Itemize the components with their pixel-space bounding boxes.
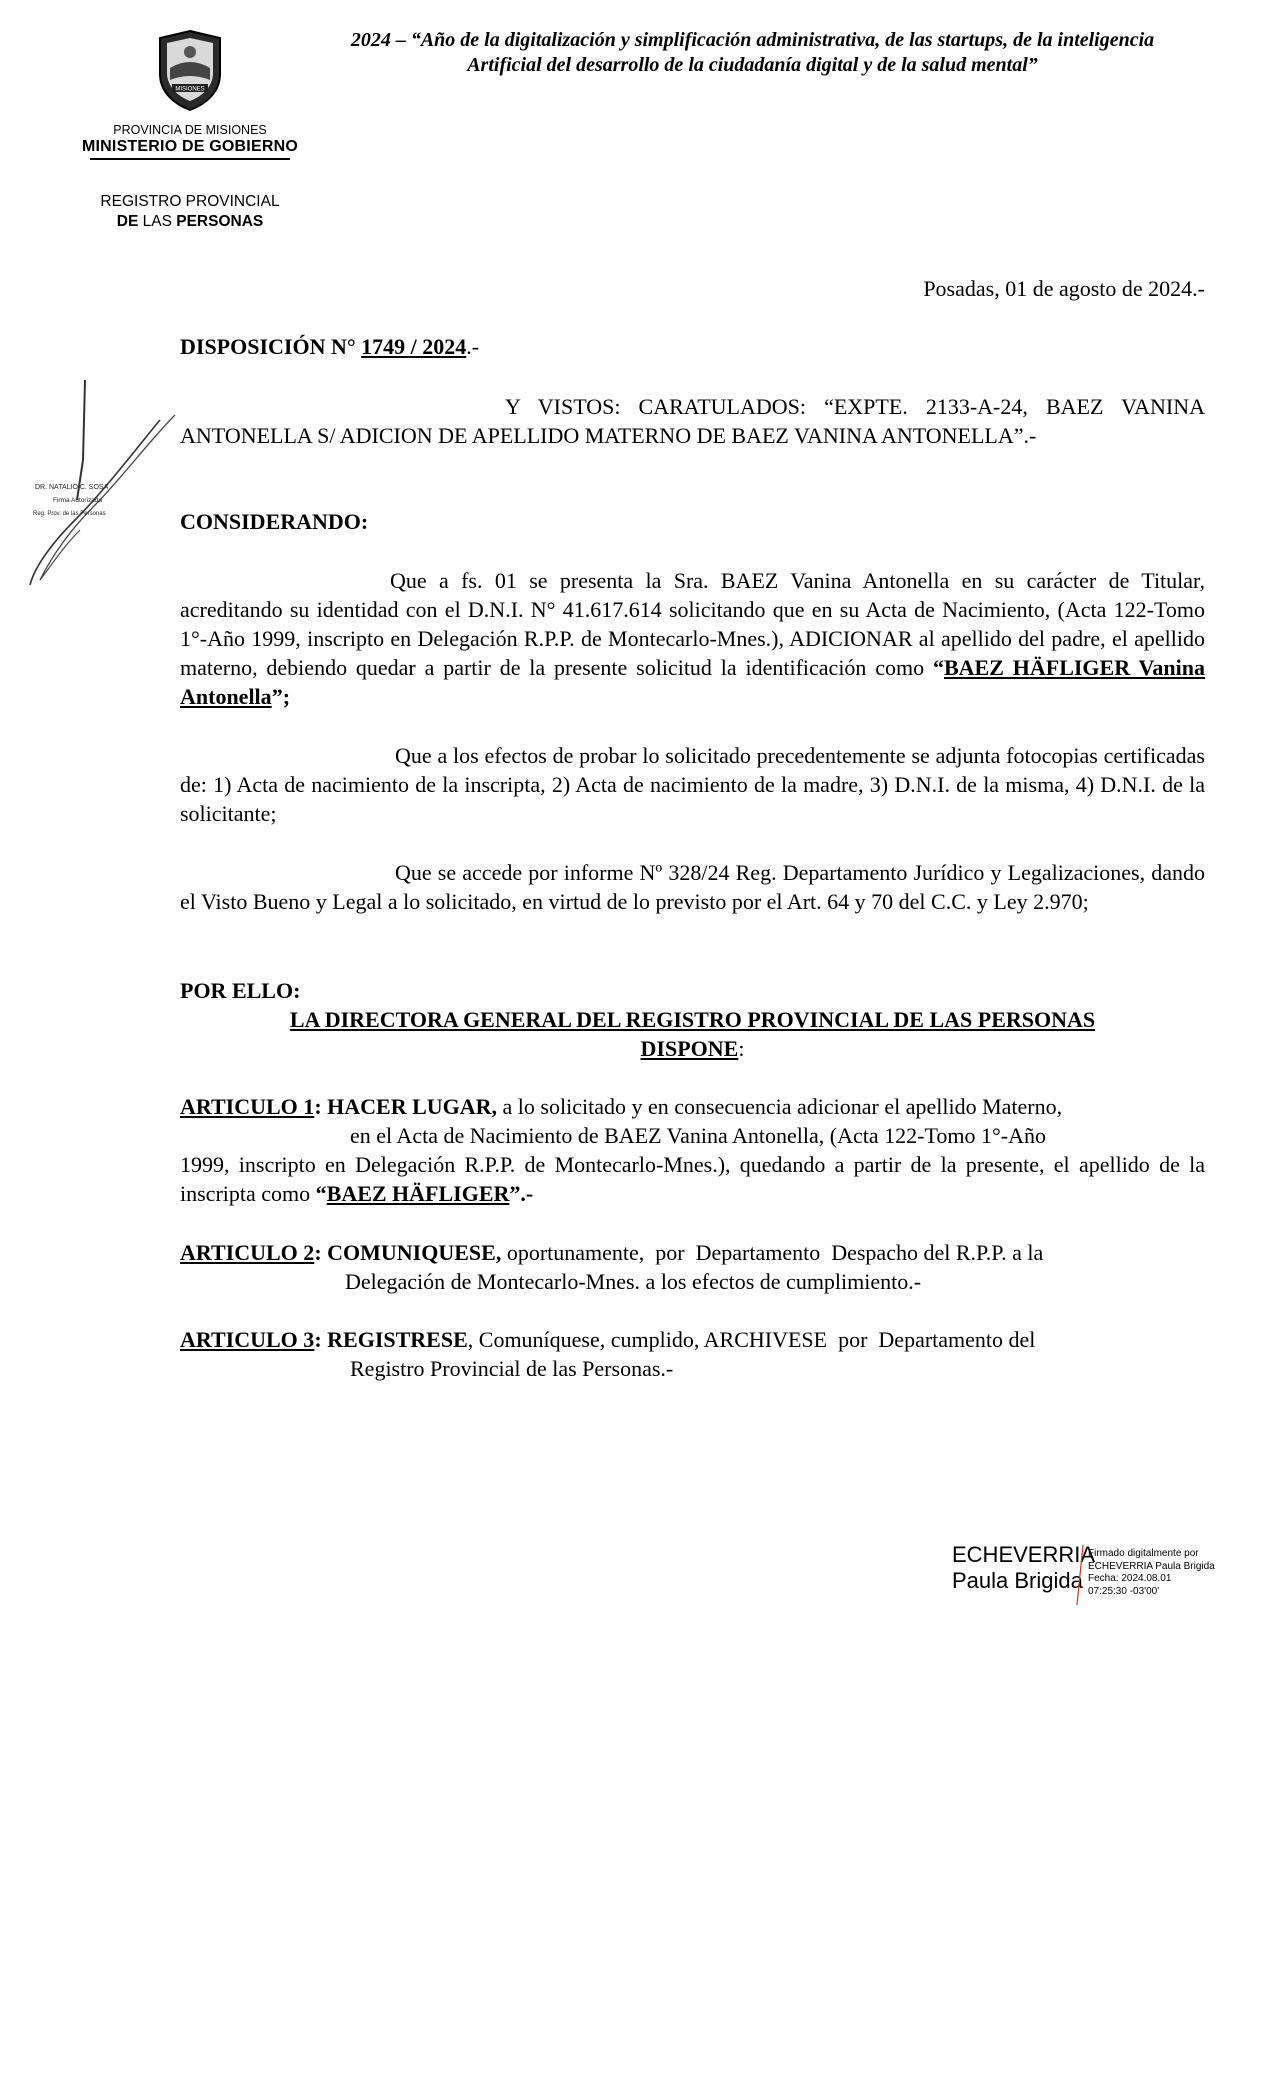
motto-line-1: 2024 – “Año de la digitalización y simplificación administrativa, de las startups, de la inteligencia [350,29,1155,51]
considerando-paragraph-3: Que se accede por informe Nº 328/24 Reg. Departamento Jurídico y Legalizaciones, dando el Visto Bueno y Legal a lo solicitado, en virtud de lo previsto por el Art. 64 y 70 del C.C. y Ley 2.970; [180,860,1205,914]
signature-divider-icon [1075,1545,1085,1605]
registry-name [60,192,320,232]
por-ello-heading: POR ELLO: [180,978,301,1003]
motto-line-2: Artificial del desarrollo de la ciudadanía digital y de la salud mental” [467,54,1038,76]
svg-text:DR. NATALIO C. SOSA: DR. NATALIO C. SOSA [35,484,109,491]
document-date: Posadas, 01 de agosto de 2024.- [923,276,1205,301]
ministry-name: MINISTERIO DE GOBIERNO [82,138,298,155]
articulo-1: ARTICULO 1: HACER LUGAR, a lo solicitado y en consecuencia adicionar el apellido Materno, en el Acta de Nacimiento de BAEZ Vanina Antonella, (Acta 122-Tomo 1°-Año 1999, inscripto en Delegación R.P.P. de Montecarlo-Mnes.), quedando a partir de la presente, el apellido de la inscripta como “BAEZ HÄFLIGER”.- [180,1094,1205,1206]
articulo-2: ARTICULO 2: COMUNIQUESE, oportunamente, por Departamento Despacho del R.P.P. a la Delegación de Montecarlo-Mnes. a los efectos de cumplimiento.- [180,1240,1044,1294]
svg-text:Firma Autorizada: Firma Autorizada [53,497,103,504]
ministry-logo [70,28,310,160]
digital-signature [952,1542,1095,1594]
svg-text:Reg. Prov. de las Personas: Reg. Prov. de las Personas [33,511,106,517]
dispone-heading: DISPONE: [640,1036,745,1061]
registry-line-1: REGISTRO PROVINCIAL [100,193,280,210]
disposition-number: DISPOSICIÓN N° 1749 / 2024.- [180,334,480,359]
signer-name: ECHEVERRIA Paula Brigida [952,1542,1096,1593]
vistos-paragraph: Y VISTOS: CARATULADOS: “EXPTE. 2133-A-24, BAEZ VANINA ANTONELLA S/ ADICION DE APELLIDO MATERNO DE BAEZ VANINA ANTONELLA”.- [180,394,1205,448]
signature-metadata: Firmado digitalmente por ECHEVERRIA Paula Brigida Fecha: 2024.08.01 07:25:30 -03'00' [1088,1548,1215,1597]
considerando-heading: CONSIDERANDO: [180,509,369,534]
handwritten-signature-stamp [25,380,195,610]
registry-line-2: DE LAS PERSONAS [116,213,264,230]
articulo-3: ARTICULO 3: REGISTRESE, Comuníquese, cumplido, ARCHIVESE por Departamento del Registro Provincial de las Personas.- [180,1327,1036,1381]
header-motto [300,28,1205,78]
ministry-underline [90,158,290,160]
directora-heading: LA DIRECTORA GENERAL DEL REGISTRO PROVINCIAL DE LAS PERSONAS [289,1007,1096,1032]
province-seal-icon [150,28,230,114]
considerando-paragraph-1: Que a fs. 01 se presenta la Sra. BAEZ Vanina Antonella en su carácter de Titular, acreditando su identidad con el D.N.I. N° 41.617.614 solicitando que en su Acta de Nacimiento, (Acta 122-Tomo 1°-Año 1999, inscripto en Delegación R.P.P. de Montecarlo-Mnes.), ADICIONAR al apellido del padre, el apellido materno, debiendo quedar a partir de la presente solicitud la identificación como “BAEZ HÄFLIGER Vanina Antonella”; [180,568,1205,709]
considerando-paragraph-2: Que a los efectos de probar lo solicitado precedentemente se adjunta fotocopias certificadas de: 1) Acta de nacimiento de la inscripta, 2) Acta de nacimiento de la madre, 3) D.N.I. de la misma, 4) D.N.I. de la solicitante; [180,743,1205,826]
province-name: PROVINCIA DE MISIONES [113,123,267,137]
svg-text:MISIONES: MISIONES [175,86,205,93]
